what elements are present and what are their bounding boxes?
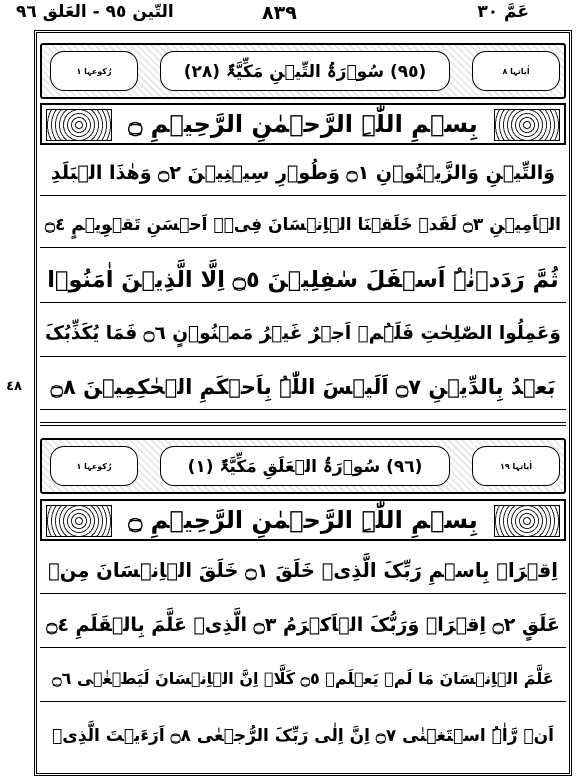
verse-line <box>40 656 566 702</box>
bismillah: بِسۡمِ اللّٰہِ الرَّحۡمٰنِ الرَّحِیۡمِ ۝ <box>128 110 478 138</box>
page-number: ٨٣٩ <box>262 2 297 24</box>
verse-text: بَعۡدُ بِالدِّیۡنِ ۝٧ اَلَیۡسَ اللّٰہُ بِاَحۡکَمِ الۡحٰکِمِیۡنَ ۝٨ <box>50 374 556 399</box>
bismillah-box <box>40 103 566 145</box>
verse-text: ثُمَّ رَدَدۡنٰہُ اَسۡفَلَ سٰفِلِیۡنَ ۝٥ اِلَّا الَّذِیۡنَ اٰمَنُوۡا <box>47 266 559 293</box>
verse-text: وَعَمِلُوا الصّٰلِحٰتِ فَلَہُمۡ اَجۡرٌ غَیۡرُ مَمۡنُوۡنٍ ۝٦ فَمَا یُکَذِّبُکَ <box>45 323 561 344</box>
verse-line <box>40 602 566 648</box>
verse-line <box>40 712 566 758</box>
verse-line <box>40 548 566 594</box>
verse-text: اِقۡرَاۡ بِاسۡمِ رَبِّکَ الَّذِیۡ خَلَقَ ۝١ خَلَقَ الۡاِنۡسَانَ مِنۡ <box>48 559 558 582</box>
verse-text: اَنۡ رَّاٰہُ اسۡتَغۡنٰی ۝٧ اِنَّ اِلٰی رَبِّکَ الرُّجۡعٰی ۝٨ اَرَءَیۡتَ الَّذِیۡ <box>52 725 554 746</box>
verse-line <box>40 150 566 196</box>
ornament-left <box>46 505 112 537</box>
ruku-count: رُکوعہا ١ <box>50 51 138 91</box>
page-header <box>0 0 579 30</box>
surah-title: (٩٦) سُوۡرَۃُ الۡعَلَقِ مَکِّیَّۃٌ (١) <box>160 446 450 486</box>
ornament-left <box>46 109 112 141</box>
ayat-count: اٰیاتہا ١٩ <box>472 446 560 486</box>
surah-separator <box>40 422 566 426</box>
bismillah: بِسۡمِ اللّٰہِ الرَّحۡمٰنِ الرَّحِیۡمِ ۝ <box>128 506 478 534</box>
verse-line <box>40 257 566 303</box>
bismillah-box <box>40 499 566 541</box>
verse-text: وَالتِّیۡنِ وَالزَّیۡتُوۡنِ ۝١ وَطُوۡرِ سِیۡنِیۡنَ ۝٢ وَھٰذَا الۡبَلَدِ <box>50 161 556 184</box>
surah-header-tin <box>40 43 566 99</box>
juz-label: عَمَّ ٣٠ <box>477 2 529 22</box>
ruku-count: رُکوعہا ١ <box>50 446 138 486</box>
verse-line <box>40 311 566 357</box>
verse-text: عَلَّمَ الۡاِنۡسَانَ مَا لَمۡ یَعۡلَمۡ ۝٥ کَلَّاۤ اِنَّ الۡاِنۡسَانَ لَیَطۡغٰۤی ۝٦ <box>52 669 554 688</box>
verse-line <box>40 202 566 248</box>
ornament-right <box>494 505 560 537</box>
surah-header-alaq <box>40 438 566 494</box>
ayat-count: اٰیاتہا ٨ <box>472 51 560 91</box>
verse-text: عَلَقٍ ۝٢ اِقۡرَاۡ وَرَبُّکَ الۡاَکۡرَمُ ۝٣ الَّذِیۡ عَلَّمَ بِالۡقَلَمِ ۝٤ <box>46 613 560 636</box>
ornament-right <box>494 109 560 141</box>
surah-range-label: التّين ٩٥ - العَلق ٩٦ <box>16 2 174 22</box>
surah-title: (٩٥) سُوۡرَۃُ التِّیۡنِ مَکِّیَّۃٌ (٢٨) <box>160 51 450 91</box>
verse-line <box>40 364 566 410</box>
verse-text: الۡاَمِیۡنِ ۝٣ لَقَدۡ خَلَقۡنَا الۡاِنۡسَانَ فِیۡۤ اَحۡسَنِ تَقۡوِیۡمٍ ۝٤ <box>45 215 561 235</box>
margin-mark: ٤٨ <box>6 379 22 394</box>
